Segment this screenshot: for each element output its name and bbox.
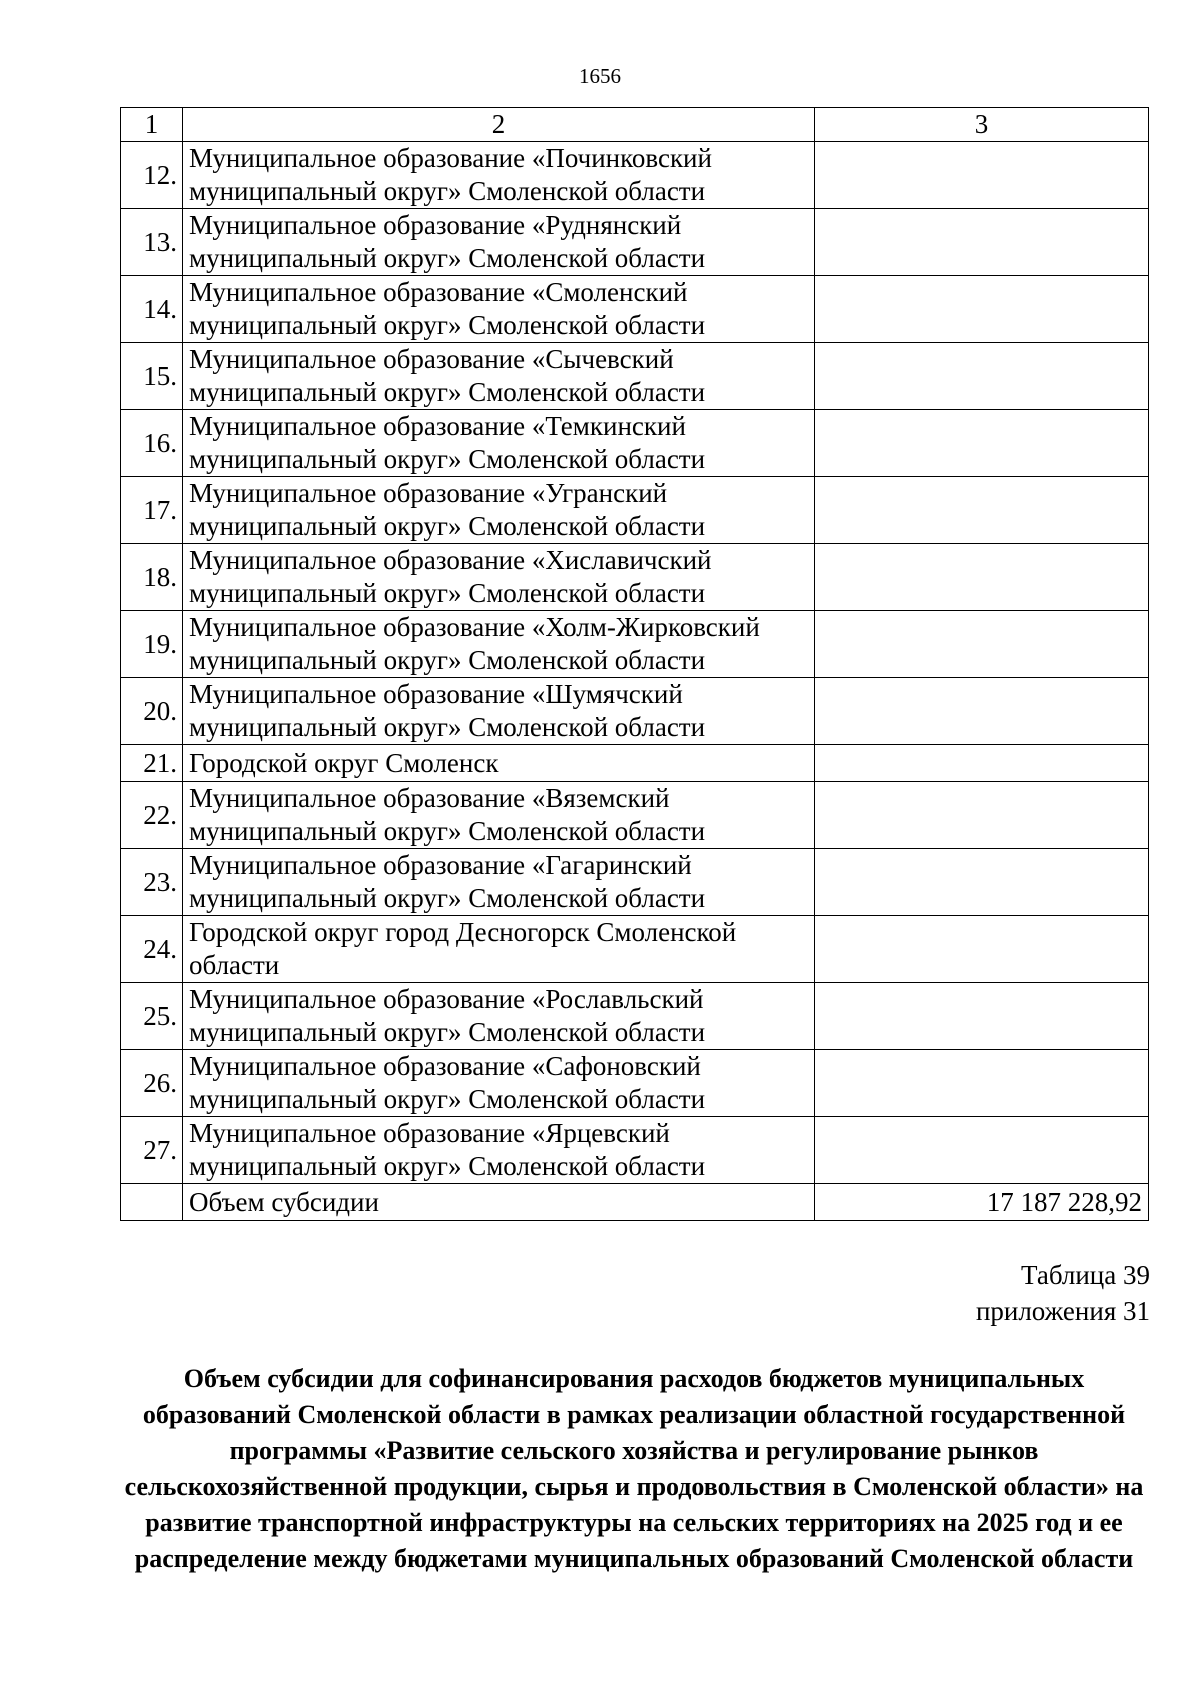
page-number: 1656 — [579, 64, 621, 88]
appendix-reference: приложения 31 — [975, 1296, 1150, 1326]
table-row — [121, 142, 1149, 209]
subsidy-amount — [815, 916, 1149, 983]
subsidy-amount — [815, 1117, 1149, 1184]
header-col-2: 2 — [183, 108, 815, 142]
row-number: 13. — [121, 209, 183, 276]
row-number: 27. — [121, 1117, 183, 1184]
table-row — [121, 544, 1149, 611]
subsidy-amount — [815, 477, 1149, 544]
subsidy-amount — [815, 611, 1149, 678]
table-row — [121, 477, 1149, 544]
table-row — [121, 410, 1149, 477]
row-number: 26. — [121, 1050, 183, 1117]
table-row — [121, 1117, 1149, 1184]
table-row — [121, 782, 1149, 849]
municipality-name: Муниципальное образование «Ярцевский муниципальный округ» Смоленской области — [183, 1117, 815, 1184]
subsidy-amount — [815, 544, 1149, 611]
municipality-name: Муниципальное образование «Руднянский муниципальный округ» Смоленской области — [183, 209, 815, 276]
table-row — [121, 916, 1149, 983]
total-row — [121, 1184, 1149, 1221]
subsidy-amount — [815, 678, 1149, 745]
subsidy-amount — [815, 410, 1149, 477]
subsidy-amount — [815, 276, 1149, 343]
municipality-name: Муниципальное образование «Гагаринский муниципальный округ» Смоленской области — [183, 849, 815, 916]
municipality-name: Муниципальное образование «Сафоновский муниципальный округ» Смоленской области — [183, 1050, 815, 1117]
table-row — [121, 678, 1149, 745]
municipality-name: Муниципальное образование «Темкинский муниципальный округ» Смоленской области — [183, 410, 815, 477]
table-row — [121, 849, 1149, 916]
subsidy-amount — [815, 1050, 1149, 1117]
municipality-name: Муниципальное образование «Рославльский муниципальный округ» Смоленской области — [183, 983, 815, 1050]
municipality-name: Городской округ Смоленск — [183, 745, 815, 782]
table-number: Таблица 39 — [1021, 1260, 1150, 1290]
row-number: 22. — [121, 782, 183, 849]
subsidy-amount — [815, 782, 1149, 849]
table-row — [121, 1050, 1149, 1117]
table-row — [121, 611, 1149, 678]
row-number: 25. — [121, 983, 183, 1050]
municipality-name: Муниципальное образование «Смоленский муниципальный округ» Смоленской области — [183, 276, 815, 343]
subsidy-table — [120, 107, 1149, 1221]
subsidy-amount — [815, 209, 1149, 276]
table-row — [121, 276, 1149, 343]
table-caption — [976, 1257, 1150, 1329]
municipality-name: Муниципальное образование «Шумячский муниципальный округ» Смоленской области — [183, 678, 815, 745]
row-number: 14. — [121, 276, 183, 343]
table-row — [121, 745, 1149, 782]
row-number: 16. — [121, 410, 183, 477]
header-col-3: 3 — [815, 108, 1149, 142]
subsidy-amount — [815, 849, 1149, 916]
row-number: 23. — [121, 849, 183, 916]
row-number: 15. — [121, 343, 183, 410]
row-number: 18. — [121, 544, 183, 611]
municipality-name: Муниципальное образование «Сычевский муниципальный округ» Смоленской области — [183, 343, 815, 410]
municipality-name: Муниципальное образование «Угранский муниципальный округ» Смоленской области — [183, 477, 815, 544]
subsidy-amount — [815, 343, 1149, 410]
municipality-name: Муниципальное образование «Хиславичский муниципальный округ» Смоленской области — [183, 544, 815, 611]
row-number: 12. — [121, 142, 183, 209]
subsidy-amount — [815, 142, 1149, 209]
total-subsidy-amount: 17 187 228,92 — [815, 1184, 1149, 1221]
row-number: 20. — [121, 678, 183, 745]
table-row — [121, 209, 1149, 276]
table-row — [121, 343, 1149, 410]
subsidy-amount — [815, 745, 1149, 782]
total-municipality-name: Объем субсидии — [183, 1184, 815, 1221]
table-header-row — [121, 108, 1149, 142]
document-title: Объем субсидии для софинансирования расходов бюджетов муниципальных образований Смоленской области в рамках реализации областной государственной программы «Развитие сельского хозяйства и регулирование рынков сельскохозяйственной продукции, сырья и продовольствия в Смоленской области» на развитие транспортной инфраструктуры на сельских территориях на 2025 год и ее распределение между бюджетами муниципальных образований Смоленской области — [124, 1364, 1144, 1573]
row-number: 21. — [121, 745, 183, 782]
municipality-name: Муниципальное образование «Вяземский муниципальный округ» Смоленской области — [183, 782, 815, 849]
row-number: 17. — [121, 477, 183, 544]
total-row-number — [121, 1184, 183, 1221]
header-col-1: 1 — [121, 108, 183, 142]
row-number: 24. — [121, 916, 183, 983]
municipality-name: Муниципальное образование «Холм-Жирковский муниципальный округ» Смоленской области — [183, 611, 815, 678]
municipality-name: Городской округ город Десногорск Смоленской области — [183, 916, 815, 983]
row-number: 19. — [121, 611, 183, 678]
subsidy-amount — [815, 983, 1149, 1050]
table-row — [121, 983, 1149, 1050]
municipality-name: Муниципальное образование «Починковский муниципальный округ» Смоленской области — [183, 142, 815, 209]
